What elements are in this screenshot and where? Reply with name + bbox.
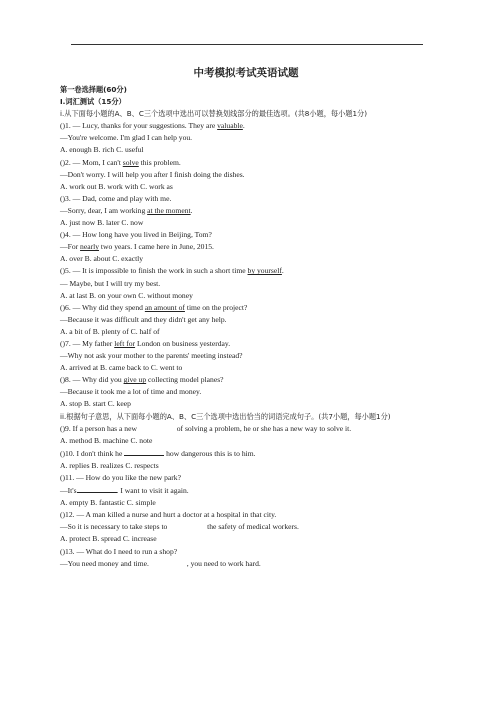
question-2: ()2. — Mom, I can't solve this problem.	[60, 157, 181, 167]
instruction-i: i.从下面每小题的A、B、C三个选项中选出可以替换划线部分的最佳选项。(共8小题，每小题1分)	[60, 109, 368, 119]
question-3-reply: —Sorry, dear, I am working at the moment.	[60, 205, 193, 215]
question-9-options: A. method B. machine C. note	[60, 435, 153, 445]
question-12: ()12. — A man killed a nurse and hurt a doctor at a hospital in that city.	[60, 510, 277, 520]
question-6: ()6. — Why did they spend an amount of time on the project?	[60, 302, 248, 312]
question-9: ()9. If a person has a new of solving a problem, he or she has a new way to solve it.	[60, 423, 352, 433]
question-6-options: A. a bit of B. plenty of C. half of	[60, 326, 160, 336]
question-7-reply: —Why not ask your mother to the parents' meeting instead?	[60, 351, 243, 361]
instruction-ii: ii.根据句子意思，从下面每小题的A、B、C三个选项中选出恰当的词语完成句子。(共7小题，每小题1分)	[60, 411, 391, 421]
answer-blank[interactable]	[124, 447, 164, 456]
question-5: ()5. — It is impossible to finish the work in such a short time by yourself.	[60, 266, 284, 276]
question-11-reply: —It's . I want to visit it again.	[60, 486, 189, 496]
question-8-options: A. stop B. start C. keep	[60, 399, 131, 409]
exam-content	[60, 66, 432, 570]
answer-blank[interactable]	[151, 558, 187, 566]
section1-heading: I.词汇测试（15分）	[60, 97, 126, 107]
question-6-reply: —Because it was difficult and they didn't get any help.	[60, 314, 227, 324]
question-4: ()4. — How long have you lived in Beijing, Tom?	[60, 230, 212, 240]
question-7: ()7. — My father left for London on business yesterday.	[60, 338, 231, 348]
part1-heading: 第一卷选择题(60分)	[60, 85, 127, 94]
question-13: ()13. — What do I need to run a shop?	[60, 546, 178, 556]
question-12-options: A. protect B. spread C. increase	[60, 534, 157, 544]
question-3-options: A. just now B. later C. now	[60, 218, 144, 228]
question-3: ()3. — Dad, come and play with me.	[60, 193, 172, 203]
question-10-options: A. replies B. realizes C. respects	[60, 460, 159, 470]
question-12-reply: —So it is necessary to take steps to the safety of medical workers.	[60, 522, 299, 532]
question-11-options: A. empty B. fantastic C. simple	[60, 498, 156, 508]
question-1-reply: —You're welcome. I'm glad I can help you.	[60, 133, 193, 143]
question-7-options: A. arrived at B. came back to C. went to	[60, 363, 183, 373]
question-8-reply: —Because it took me a lot of time and money.	[60, 387, 202, 397]
question-11: ()11. — How do you like the new park?	[60, 473, 181, 482]
question-4-reply: —For nearly two years. I came here in June, 2015.	[60, 242, 214, 252]
question-4-options: A. over B. about C. exactly	[60, 254, 144, 264]
question-2-reply: —Don't worry. I will help you after I finish doing the dishes.	[60, 169, 245, 179]
answer-blank[interactable]	[77, 484, 117, 493]
question-5-options: A. at last B. on your own C. without money	[60, 290, 193, 300]
question-8: ()8. — Why did you give up collecting model planes?	[60, 375, 224, 385]
question-1-options: A. enough B. rich C. useful	[60, 145, 144, 155]
question-5-reply: — Maybe, but I will try my best.	[60, 278, 161, 288]
answer-blank[interactable]	[139, 423, 175, 431]
question-2-options: A. work out B. work with C. work as	[60, 181, 173, 191]
question-13-reply: —You need money and time. , you need to work hard.	[60, 558, 261, 568]
page-title: 中考模拟考试英语试题	[193, 67, 299, 79]
header-rule	[71, 44, 423, 45]
question-10: ()10. I don't think he how dangerous this is to him.	[60, 448, 256, 458]
question-1: ()1. — Lucy, thanks for your suggestions. They are valuable.	[60, 121, 245, 131]
answer-blank[interactable]	[169, 521, 205, 529]
